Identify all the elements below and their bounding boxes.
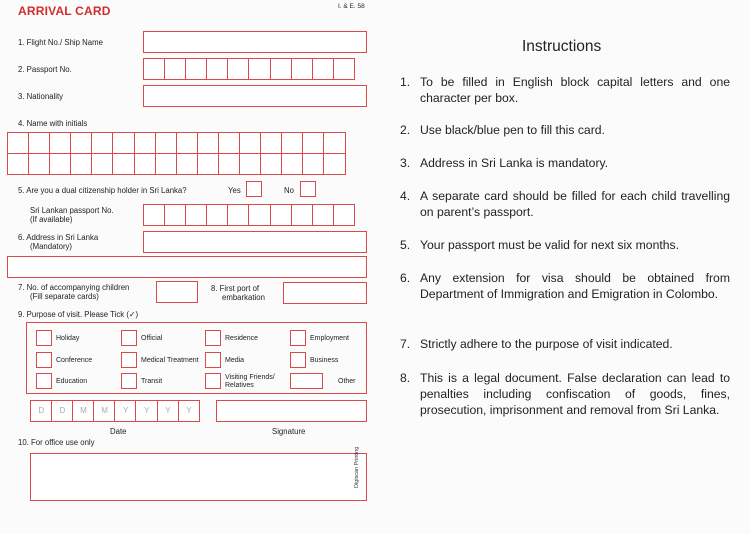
children-field[interactable] bbox=[156, 281, 198, 303]
holiday-checkbox[interactable] bbox=[36, 330, 52, 346]
date-cell[interactable]: Y bbox=[178, 400, 201, 422]
instruction-text: Use black/blue pen to fill this card. bbox=[420, 123, 605, 137]
instruction-number: 3. bbox=[400, 156, 411, 170]
instruction-number: 2. bbox=[400, 123, 411, 137]
address-field-1[interactable] bbox=[143, 231, 367, 253]
passport-label: 2. Passport No. bbox=[18, 65, 72, 74]
conference-label: Conference bbox=[56, 357, 93, 364]
medical-checkbox[interactable] bbox=[121, 352, 137, 368]
instruction-item bbox=[400, 336, 730, 352]
children-label-line2: (Fill separate cards) bbox=[30, 292, 99, 301]
flight-label: 1. Flight No./ Ship Name bbox=[18, 38, 103, 47]
instruction-text: A separate card should be filled for each child travelling on parent’s passport. bbox=[420, 189, 730, 219]
nationality-field[interactable] bbox=[143, 85, 367, 107]
media-checkbox[interactable] bbox=[205, 352, 221, 368]
date-cell[interactable]: Y bbox=[157, 400, 180, 422]
instruction-number: 6. bbox=[400, 271, 411, 285]
passport-grid[interactable] bbox=[143, 58, 354, 80]
official-label: Official bbox=[141, 335, 163, 342]
date-cell[interactable]: M bbox=[93, 400, 116, 422]
instruction-number: 8. bbox=[400, 371, 411, 385]
address-label-line1: 6. Address in Sri Lanka bbox=[18, 233, 99, 242]
transit-checkbox[interactable] bbox=[121, 373, 137, 389]
date-cell[interactable]: Y bbox=[114, 400, 137, 422]
yes-checkbox[interactable] bbox=[246, 181, 262, 197]
other-label: Other bbox=[338, 378, 356, 385]
instruction-text: This is a legal document. False declaration can lead to penalties including confiscation of goods, fines, prosecution, imprisonment and removal from Sri Lanka. bbox=[420, 371, 730, 417]
name-label: 4. Name with initials bbox=[18, 119, 88, 128]
other-field[interactable] bbox=[290, 373, 323, 389]
name-grid-row2[interactable] bbox=[7, 153, 345, 175]
instruction-item bbox=[400, 188, 730, 220]
instruction-number: 5. bbox=[400, 238, 411, 252]
business-checkbox[interactable] bbox=[290, 352, 306, 368]
nationality-label: 3. Nationality bbox=[18, 92, 64, 101]
no-label: No bbox=[284, 186, 294, 195]
instruction-text: Strictly adhere to the purpose of visit indicated. bbox=[420, 337, 673, 351]
conference-checkbox[interactable] bbox=[36, 352, 52, 368]
instruction-number: 4. bbox=[400, 189, 411, 203]
office-label: 10. For office use only bbox=[18, 438, 95, 447]
port-label-line2: embarkation bbox=[222, 293, 265, 302]
residence-label: Residence bbox=[225, 335, 259, 342]
signature-field[interactable] bbox=[216, 400, 367, 422]
address-field-2[interactable] bbox=[7, 256, 367, 278]
media-label: Media bbox=[225, 357, 245, 364]
signature-label: Signature bbox=[272, 427, 306, 436]
address-label-line2: (Mandatory) bbox=[30, 242, 73, 251]
sl-passport-label-line1: Sri Lankan passport No. bbox=[30, 206, 114, 215]
sl-passport-label-line2: (If available) bbox=[30, 215, 73, 224]
port-label-line1: 8. First port of bbox=[211, 284, 260, 293]
date-grid[interactable] bbox=[30, 400, 199, 422]
employment-checkbox[interactable] bbox=[290, 330, 306, 346]
instruction-item bbox=[400, 155, 730, 171]
instruction-item bbox=[400, 270, 730, 302]
instructions-title: Instructions bbox=[522, 38, 602, 55]
date-label: Date bbox=[110, 427, 127, 436]
date-cell[interactable]: D bbox=[30, 400, 53, 422]
flight-field[interactable] bbox=[143, 31, 367, 53]
instruction-text: Address in Sri Lanka is mandatory. bbox=[420, 156, 609, 170]
instruction-number: 7. bbox=[400, 337, 411, 351]
visiting-label-line1: Visiting Friends/ bbox=[225, 374, 275, 381]
no-checkbox[interactable] bbox=[300, 181, 316, 197]
business-label: Business bbox=[310, 357, 339, 364]
holiday-label: Holiday bbox=[56, 335, 80, 342]
education-label: Education bbox=[56, 378, 88, 385]
medical-label: Medical Treatment bbox=[141, 357, 199, 364]
education-checkbox[interactable] bbox=[36, 373, 52, 389]
instruction-item bbox=[400, 122, 730, 138]
form-code: I. & E. 58 bbox=[338, 3, 365, 10]
dual-label: 5. Are you a dual citizenship holder in Sri Lanka? bbox=[18, 186, 187, 195]
employment-label: Employment bbox=[310, 335, 349, 342]
office-use-field bbox=[30, 453, 367, 501]
instruction-item bbox=[400, 237, 730, 253]
visiting-checkbox[interactable] bbox=[205, 373, 221, 389]
instruction-item bbox=[400, 74, 730, 106]
instruction-number: 1. bbox=[400, 75, 411, 89]
sl-passport-grid[interactable] bbox=[143, 204, 354, 226]
form-title: ARRIVAL CARD bbox=[18, 4, 111, 18]
instruction-text: Any extension for visa should be obtained from Department of Immigration and Emigration in Colombo. bbox=[420, 271, 730, 301]
name-grid-row1[interactable] bbox=[7, 132, 345, 154]
date-cell[interactable]: D bbox=[51, 400, 74, 422]
port-field[interactable] bbox=[283, 282, 367, 304]
date-cell[interactable]: M bbox=[72, 400, 95, 422]
purpose-label: 9. Purpose of visit. Please Tick (✓) bbox=[18, 310, 139, 319]
official-checkbox[interactable] bbox=[121, 330, 137, 346]
residence-checkbox[interactable] bbox=[205, 330, 221, 346]
yes-label: Yes bbox=[228, 186, 241, 195]
transit-label: Transit bbox=[141, 378, 163, 385]
instruction-text: Your passport must be valid for next six months. bbox=[420, 238, 679, 252]
visiting-label-line2: Relatives bbox=[225, 382, 254, 389]
instruction-text: To be filled in English block capital letters and one character per box. bbox=[420, 75, 730, 105]
printer-credit: Digiscan Printing bbox=[354, 446, 360, 488]
children-label-line1: 7. No. of accompanying children bbox=[18, 283, 130, 292]
date-cell[interactable]: Y bbox=[135, 400, 158, 422]
instruction-item bbox=[400, 370, 730, 418]
